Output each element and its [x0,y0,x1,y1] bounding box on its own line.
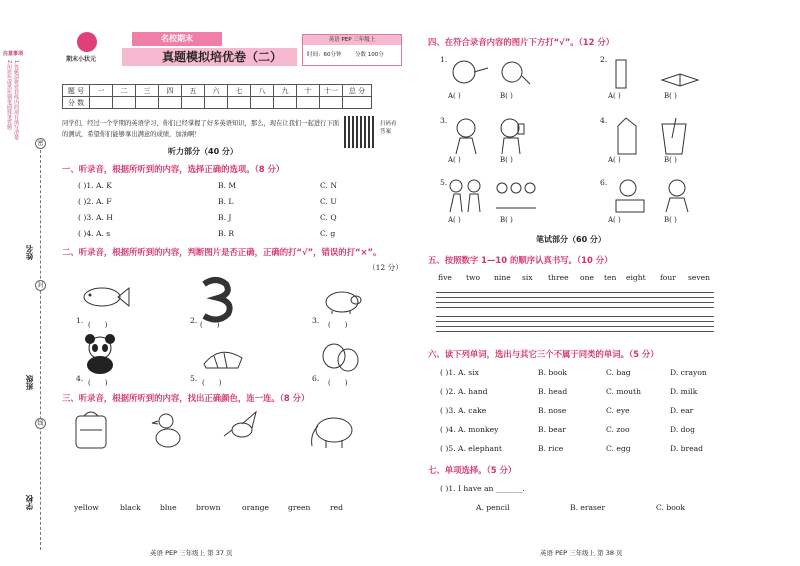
s4-5-b[interactable]: B( ) [500,216,513,224]
writing-lines[interactable] [436,292,714,336]
s6-row-5-c: C. egg [606,444,631,453]
number-word: one [580,273,594,282]
children-icon [446,178,486,214]
woman-icon [660,178,694,214]
fish-icon [80,284,130,310]
class-label: 班级 [25,375,34,390]
score-col: 十 [297,85,320,97]
s1-row-4-c: C. g [320,229,336,238]
s1-row-3-a[interactable]: ( )3. A. H [78,213,113,222]
number-word: three [548,273,569,282]
score-cell[interactable] [90,97,113,109]
s2-item-4: 4. [76,374,84,383]
s4-6-b[interactable]: B( ) [664,216,677,224]
color-word[interactable]: brown [196,503,221,512]
header-banner [62,30,402,68]
section-4-title: 四、在符合录音内容的图片下方打“√”。（12 分） [428,37,615,47]
number-word: five [438,273,452,282]
s4-5-a[interactable]: A( ) [448,216,461,224]
schoolbag-icon [72,408,110,450]
s1-row-4-a[interactable]: ( )4. A. s [78,229,111,238]
s2-answer-6[interactable]: ( ) [328,379,348,387]
footer-left: 英语 PEP 三年级上 第 37 页 [150,549,233,557]
s4-4-a[interactable]: A( ) [608,156,621,164]
s1-row-2-c: C. U [320,197,337,206]
elephant-icon [306,410,356,450]
score-col: 五 [182,85,205,97]
seal-mark: 封 [35,280,46,291]
brand-text: 期末小状元 [66,56,97,63]
s6-row-2-d: D. milk [670,387,698,396]
s6-row-2-b: B. head [538,387,568,396]
s1-row-1-a[interactable]: ( )1. A. K [78,181,112,190]
s7-question-1[interactable]: ( )1. I have an _______. [440,484,525,493]
s6-row-1-a[interactable]: ( )1. A. six [440,368,479,377]
s6-row-4-c: C. zoo [606,425,630,434]
s4-1-a[interactable]: A( ) [448,92,461,100]
juice-glass-icon [656,118,692,156]
color-word[interactable]: blue [160,503,177,512]
s1-row-1-b: B. M [218,181,237,190]
s6-row-4-a[interactable]: ( )4. A. monkey [440,425,499,434]
color-word[interactable]: green [288,503,311,512]
s4-2-a[interactable]: A( ) [608,92,621,100]
s7-option-c: C. book [656,503,685,512]
s2-item-1: 1. [76,316,84,325]
section-2-points: （12 分） [368,263,403,272]
s2-item-3: 3. [312,316,320,325]
time-label: 时间：60分钟 [307,52,342,58]
s7-option-a: A. pencil [476,503,510,512]
eggs-icon [320,340,360,374]
name-label: 姓名 [25,245,34,260]
s2-item-5: 5. [190,374,198,383]
s6-row-3-d: D. ear [670,406,694,415]
score-cell[interactable] [251,97,274,109]
number-word: ten [604,273,617,282]
number-word: eight [626,273,646,282]
school-label: 学校 [25,495,34,510]
section-7-title: 七、单项选择。（5 分） [428,465,517,475]
s4-item-4: 4. [600,116,608,125]
seal-line [40,150,41,550]
score-table-header: 题 号 [63,85,90,97]
section-2-title: 二、听录音，根据所听到的内容，判断图片是否正确，正确的打“√”，错误的打“×”。 [62,247,382,257]
seal-mark: 密 [35,138,46,149]
ruler-icon [610,58,632,92]
number-word: nine [494,273,511,282]
s4-item-5: 5. [440,178,448,187]
score-col: 一 [90,85,113,97]
s4-1-b[interactable]: B( ) [500,92,513,100]
s4-3-b[interactable]: B( ) [500,156,513,164]
s6-row-5-d: D. bread [670,444,704,453]
color-word[interactable]: red [330,503,343,512]
score-cell[interactable] [113,97,136,109]
section-5-title: 五、按照数字 1—10 的顺序认真书写。（10 分） [428,255,613,265]
binding-strip [0,0,28,566]
s1-row-3-b: B. J [218,213,232,222]
pig-icon [320,286,364,314]
score-cell[interactable] [159,97,182,109]
section-6-title: 六、读下列单词，选出与其它三个不属于同类的单词。（5 分） [428,349,659,359]
boy-drinking-icon [494,116,530,156]
score-col: 四 [159,85,182,97]
s1-row-2-a[interactable]: ( )2. A. F [78,197,112,206]
s6-row-1-c: C. bag [606,368,631,377]
number-word: six [522,273,533,282]
children-group-icon [494,180,538,214]
score-total-label: 分数 100分 [355,52,384,58]
s2-item-2: 2. [190,316,198,325]
s7-option-b: B. eraser [570,503,606,512]
info-box [302,34,402,66]
score-col: 九 [274,85,297,97]
s6-row-5-a[interactable]: ( )5. A. elephant [440,444,502,453]
score-cell[interactable] [297,97,320,109]
s1-row-2-b: B. L [218,197,234,206]
subject-label: 英语 PEP 三年级上 [303,35,401,45]
s4-item-6: 6. [600,178,608,187]
s6-row-2-c: C. mouth [606,387,641,396]
s4-item-2: 2. [600,55,608,64]
s2-answer-3[interactable]: ( ) [328,321,348,329]
duck-icon [150,410,184,450]
number-word: two [466,273,481,282]
boy-writing-icon [612,178,648,214]
written-title: 笔试部分（60 分） [536,235,606,244]
s2-answer-5[interactable]: ( ) [202,379,222,387]
header-tag: 名校期末 [132,32,222,46]
s4-item-1: 1. [440,55,448,64]
s4-3-a[interactable]: A( ) [448,156,461,164]
qr-code [344,116,376,148]
s2-answer-4[interactable]: ( ) [88,379,108,387]
section-1-title: 一、听录音，根据所听到的内容，选择正确的选项。（8 分） [62,164,285,174]
s1-row-1-c: C. N [320,181,338,190]
s4-6-a[interactable]: A( ) [608,216,621,224]
s1-row-4-b: B. R [218,229,235,238]
notice-text: 1.答题前将密封线内的项目填写清楚 2.用蓝色或黑色钢笔圆珠笔答题 [6,60,19,140]
score-cell[interactable] [343,97,372,109]
s4-2-b[interactable]: B( ) [664,92,677,100]
s6-row-5-b: B. rice [538,444,564,453]
s6-row-4-d: D. dog [670,425,695,434]
s6-row-3-c: C. eye [606,406,630,415]
s6-row-1-b: B. book [538,368,568,377]
score-table-header: 分 数 [63,97,90,109]
s6-row-1-d: D. crayon [670,368,707,377]
bread-icon [200,344,246,370]
panda-icon [80,334,120,374]
number-word: seven [688,273,711,282]
s2-answer-2[interactable]: ( ) [200,321,220,329]
s4-item-3: 3. [440,116,448,125]
s4-4-b[interactable]: B( ) [664,156,677,164]
s6-row-4-b: B. bear [538,425,566,434]
score-cell[interactable] [205,97,228,109]
milk-carton-icon [614,116,640,156]
score-col: 八 [251,85,274,97]
score-cell[interactable] [320,97,343,109]
qr-label: 扫码看答案 [380,121,397,135]
number-word: four [660,273,676,282]
girl-icon [448,116,484,156]
score-col: 十一 [320,85,343,97]
logo-icon [77,32,97,52]
s6-row-2-a[interactable]: ( )2. A. hand [440,387,488,396]
score-col: 六 [205,85,228,97]
score-col: 二 [113,85,136,97]
person-nose-icon [444,56,490,92]
color-word[interactable]: orange [242,503,269,512]
bird-icon [222,410,266,446]
section-3-title: 三、听录音，根据所听到的内容，找出正确颜色，连一连。（8 分） [62,393,310,403]
score-cell[interactable] [182,97,205,109]
s1-row-3-c: C. Q [320,213,337,222]
score-cell[interactable] [274,97,297,109]
book-icon [660,62,700,88]
seal-mark: 线 [35,418,46,429]
score-col: 七 [228,85,251,97]
score-col: 总 分 [343,85,372,97]
hand-pointing-icon [498,58,532,92]
footer-right: 英语 PEP 三年级上 第 38 页 [540,549,623,557]
score-cell[interactable] [136,97,159,109]
color-word[interactable]: black [120,503,141,512]
score-col: 三 [136,85,159,97]
listening-title: 听力部分（40 分） [168,147,238,156]
s2-answer-1[interactable]: ( ) [88,321,108,329]
s6-row-3-b: B. nose [538,406,567,415]
intro-text: 同学们，经过一个学期的英语学习，你们已经掌握了好多英语知识，那么，现在让我们一起进行下面的测试，希望你们能够拿出满意的成绩，加油啊！ [62,120,340,138]
color-word[interactable]: yellow [74,503,99,512]
number-three-icon [196,276,236,324]
s2-item-6: 6. [312,374,320,383]
notice-title: 注意事项 [3,51,24,57]
score-cell[interactable] [228,97,251,109]
page-title: 真题模拟培优卷（二） [162,50,283,64]
s6-row-3-a[interactable]: ( )3. A. cake [440,406,487,415]
score-table [62,84,372,109]
logo [66,32,110,66]
